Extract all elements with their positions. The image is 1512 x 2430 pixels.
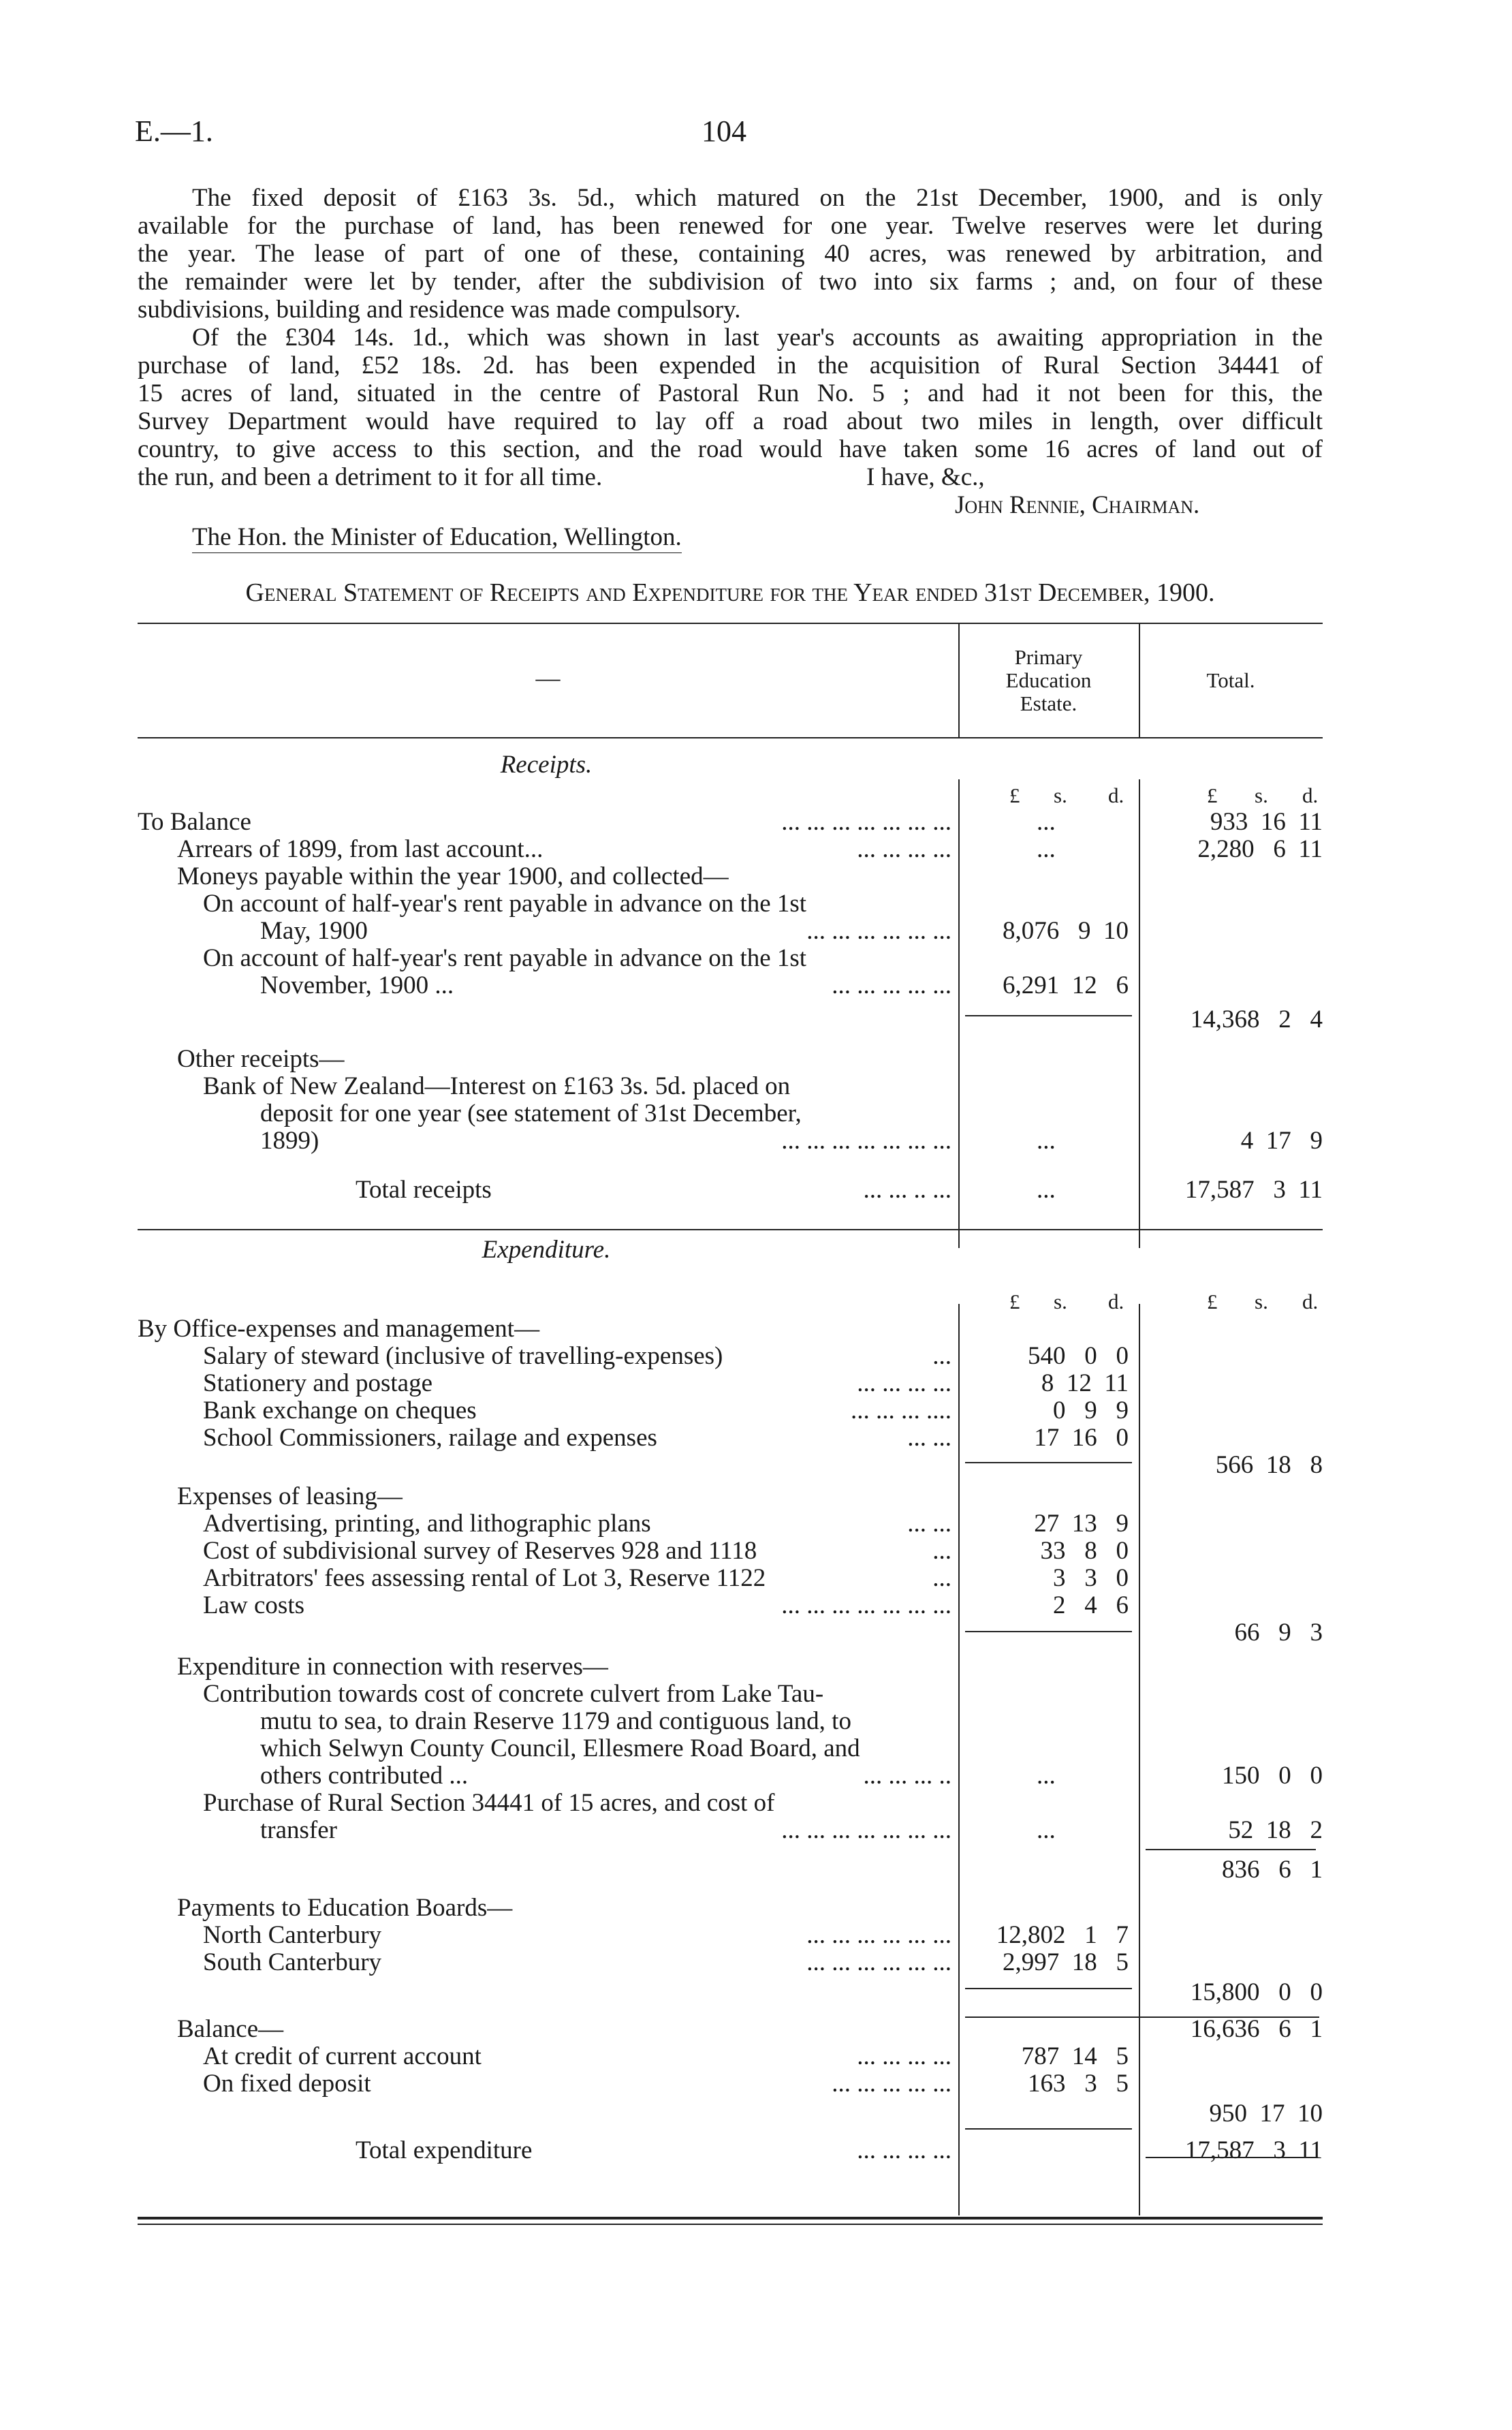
- primary-amount: 0 9 9: [1053, 1397, 1129, 1424]
- row-leader-dots: ... ... ... ... ... ... ...: [781, 1127, 951, 1155]
- row-label: Arbitrators' fees assessing rental of Lot 3, Reserve 1122: [203, 1564, 766, 1592]
- primary-amount: 2 4 6: [1053, 1591, 1129, 1619]
- row-label: Salary of steward (inclusive of travelling-expenses): [203, 1342, 723, 1370]
- row-label: Payments to Education Boards—: [177, 1894, 513, 1922]
- statement-table: — Primary Education Estate. Total. Receipts. £ s. d. £ s. d. To Balance ... ... ... ... ... ... ... ... 933 16 11 Arrears of 1899, from last account... ... ... ... ... ... 2,280 6 11 Moneys payable within the year 1900, and collected— On account of half-year's rent payable in advance on the 1st May, 1900 ... ... ... ... ... ... 8,076 9 10 On account of half-year's rent payable in advance on the 1st November, 1900 ... ... ... ... ... ... 6,291 12 6 14,368 2 4 Other receipts— Bank of New Zealand—Interest on £163 3s. 5d. placed on deposit for one year (see statement of 31st December, 1899) ... ... ... ... ... ... ... ... 4 17 9 Total receipts ... ... .. ... ... 17,587 3 11 Expenditure. £ s. d. £ s. d. By Office-expenses and management— Salary of steward (inclusive of travelling-expenses) ... 540 0 0 Stationery and postage ... ... ... ... 8 12 11 Bank exchange on cheques ... ... ... .... 0 9 9 School Commissioners, railage and expenses ... ... 17 16 0 566 18 8 Expenses of leasing— Advertising, printing, and lithographic plans ... ... 27 13 9 Cost of subdivisional survey of Reserves 928 and 1118 ... 33 8 0 Arbitrators' fees assessing rental of Lot 3, Reserve 1122 ... 3 3 0 Law costs ... ... ... ... ... ... ... 2 4 6 66 9 3 Expenditure in connection with reserves— Contribution towards cost of concrete culvert from Lake Tau- mutu to sea, to drain Reserve 1179 and contiguous land, to which Selwyn County Council, Ellesmere Road Board, and others contributed ... ... ... ... .. ... 150 0 0 Purchase of Rural Section 34441 of 15 acres, and cost of transfer ... ... ... ... ... ... ... ... 52 18 2 836 6 1 Payments to Education Boards— North Canterbury ... ... ... ... ... ... 12,802 1 7 South Canterbury ... ... ... ... ... ... 2,997 18 5 15,800 0 0 Balance— 16,636 6 1 At credit of current account ... ... ... ... 787 14 5 On fixed deposit ... ... ... ... ... 163 3 5 950 17 10 Total expenditure ... ... ... ... 17,587 3 11: [138, 623, 1323, 2237]
- primary-amount: ...: [1037, 1816, 1056, 1844]
- row-label: South Canterbury: [203, 1948, 382, 1976]
- row-label: On fixed deposit: [203, 2070, 371, 2098]
- row-label: School Commissioners, railage and expenses: [203, 1424, 657, 1452]
- primary-amount: 163 3 5: [1028, 2070, 1129, 2098]
- table-bottom-rule: [138, 2217, 1323, 2219]
- row-label: Expenditure in connection with reserves—: [177, 1653, 608, 1681]
- row-leader-dots: ...: [932, 1564, 951, 1592]
- total-amount: 52 18 2: [1228, 1816, 1323, 1844]
- row-label: Bank exchange on cheques: [203, 1397, 477, 1424]
- letter-paragraph-2: Of the £304 14s. 1d., which was shown in last year's accounts as awaiting appropriation in the purchase of land, £52 18s. 2d. has been expended in the acquisition of Rural Section 34441 of 15 acres of land, situated in the centre of Pastoral Run No. 5 ; and had it not been for this, the Survey Department would have required to lay off a road about two miles in length, over difficult country, to give access to this section, and the road would have taken some 16 acres of land out of: [138, 324, 1323, 463]
- total-amount: 2,280 6 11: [1197, 835, 1323, 863]
- row-label: By Office-expenses and management—: [138, 1315, 540, 1343]
- row-leader-dots: ... ... ... ... ... ... ...: [781, 808, 951, 836]
- row-leader-dots: ...: [932, 1342, 951, 1370]
- row-label: Purchase of Rural Section 34441 of 15 acres, and cost of: [203, 1789, 775, 1817]
- primary-amount: 2,997 18 5: [1003, 1948, 1129, 1976]
- table-top-rule: [138, 623, 1323, 624]
- row-leader-dots: ... ... ... ...: [857, 2136, 951, 2164]
- primary-amount: ...: [1037, 1127, 1056, 1155]
- total-amount: 17,587 3 11: [1184, 1176, 1323, 1204]
- row-label: Arrears of 1899, from last account...: [177, 835, 544, 863]
- primary-amount: 540 0 0: [1028, 1342, 1129, 1370]
- row-label: Other receipts—: [177, 1045, 345, 1073]
- document-reference: E.—1.: [135, 114, 213, 148]
- row-leader-dots: ... ... ... ... ...: [832, 971, 951, 999]
- total-amount: 566 18 8: [1215, 1451, 1323, 1479]
- total-amount: 4 17 9: [1240, 1127, 1323, 1155]
- row-leader-dots: ... ... ... ....: [851, 1397, 951, 1424]
- letter-closing: I have, &c.,: [866, 463, 985, 491]
- letter-paragraph-1: The fixed deposit of £163 3s. 5d., which matured on the 21st December, 1900, and is only available for the purchase of land, has been renewed for one year. Twelve reserves were let during the year. The lease of part of one of these, containing 40 acres, was renewed by arbitration, and the remainder were let by tender, after the subdivision of two into six farms ; and, on four of these subdivisions, building and residence was made compulsory.: [138, 184, 1323, 324]
- row-label: others contributed ...: [260, 1762, 469, 1790]
- row-leader-dots: ... ... ... ..: [863, 1762, 951, 1790]
- row-label: North Canterbury: [203, 1921, 382, 1949]
- row-leader-dots: ... ... ... ...: [857, 1369, 951, 1397]
- primary-amount: 27 13 9: [1034, 1510, 1129, 1538]
- row-leader-dots: ... ...: [907, 1510, 951, 1538]
- primary-amount: 33 8 0: [1040, 1537, 1129, 1565]
- total-amount: 16,636 6 1: [1190, 2015, 1323, 2043]
- row-leader-dots: ... ... .. ...: [863, 1176, 951, 1204]
- letter-last-line: the run, and been a detriment to it for all time.: [138, 463, 603, 491]
- total-amount: 933 16 11: [1210, 808, 1323, 836]
- row-label: transfer: [260, 1816, 337, 1844]
- primary-amount: 6,291 12 6: [1003, 971, 1129, 999]
- expenditure-heading: Expenditure.: [482, 1236, 611, 1264]
- primary-amount: 3 3 0: [1053, 1564, 1129, 1592]
- row-label: To Balance: [138, 808, 251, 836]
- row-label: On account of half-year's rent payable in advance on the 1st: [203, 944, 807, 972]
- row-label: Law costs: [203, 1591, 304, 1619]
- row-label: Stationery and postage: [203, 1369, 433, 1397]
- row-leader-dots: ...: [932, 1537, 951, 1565]
- row-leader-dots: ... ... ... ... ... ... ...: [781, 1816, 951, 1844]
- row-label: Contribution towards cost of concrete culvert from Lake Tau-: [203, 1680, 824, 1708]
- letter-signoff: [138, 463, 1323, 519]
- row-label: Expenses of leasing—: [177, 1482, 403, 1510]
- row-leader-dots: ... ... ... ... ... ... ...: [781, 1591, 951, 1619]
- row-label: May, 1900: [260, 917, 368, 945]
- row-label: On account of half-year's rent payable in advance on the 1st: [203, 890, 807, 918]
- row-label: At credit of current account: [203, 2042, 482, 2070]
- primary-amount: 12,802 1 7: [996, 1921, 1129, 1949]
- primary-amount: 787 14 5: [1021, 2042, 1129, 2070]
- primary-amount: 8,076 9 10: [1003, 917, 1129, 945]
- row-label: mutu to sea, to drain Reserve 1179 and contiguous land, to: [260, 1707, 851, 1735]
- row-leader-dots: ... ... ... ... ...: [832, 2070, 951, 2098]
- receipts-heading: Receipts.: [500, 751, 593, 779]
- column-header-blank: —: [535, 664, 561, 691]
- primary-amount: ...: [1037, 835, 1056, 863]
- column-header-primary: Primary Education Estate.: [1005, 645, 1092, 715]
- primary-amount: ...: [1037, 1176, 1056, 1204]
- receipts-end-rule: [138, 1229, 1323, 1230]
- row-label: Balance—: [177, 2015, 284, 2043]
- letter-body: [138, 184, 1323, 551]
- row-label: Cost of subdivisional survey of Reserves 928 and 1118: [203, 1537, 757, 1565]
- primary-amount: 8 12 11: [1041, 1369, 1129, 1397]
- total-amount: 14,368 2 4: [1190, 1006, 1323, 1033]
- letter-signature: John Rennie, Chairman.: [955, 491, 1200, 519]
- row-label: Advertising, printing, and lithographic plans: [203, 1510, 651, 1538]
- statement-title: General Statement of Receipts and Expenditure for the Year ended 31st December, 1900.: [245, 578, 1215, 607]
- total-amount: 17,587 3 11: [1184, 2136, 1323, 2164]
- row-label: 1899): [260, 1127, 319, 1155]
- row-label: which Selwyn County Council, Ellesmere Road Board, and: [260, 1734, 860, 1762]
- primary-amount: 17 16 0: [1034, 1424, 1129, 1452]
- total-amount: 66 9 3: [1234, 1619, 1323, 1647]
- primary-amount: ...: [1037, 1762, 1056, 1790]
- total-amount: 836 6 1: [1222, 1856, 1323, 1884]
- row-leader-dots: ... ... ... ...: [857, 2042, 951, 2070]
- page-number: 104: [702, 114, 746, 148]
- table-header-rule: [138, 737, 1323, 738]
- primary-amount: ...: [1037, 808, 1056, 836]
- row-label: November, 1900 ...: [260, 971, 454, 999]
- row-label: Moneys payable within the year 1900, and collected—: [177, 862, 729, 890]
- total-amount: 950 17 10: [1209, 2100, 1323, 2128]
- row-label: Bank of New Zealand—Interest on £163 3s. 5d. placed on: [203, 1072, 791, 1100]
- row-leader-dots: ... ...: [907, 1424, 951, 1452]
- letter-addressee: The Hon. the Minister of Education, Wellington.: [138, 523, 1323, 551]
- row-label: deposit for one year (see statement of 31st December,: [260, 1100, 802, 1127]
- row-leader-dots: ... ... ... ... ... ...: [806, 917, 951, 945]
- column-header-total: Total.: [1206, 668, 1255, 692]
- total-amount: 15,800 0 0: [1190, 1978, 1323, 2006]
- total-amount: 150 0 0: [1222, 1762, 1323, 1790]
- row-leader-dots: ... ... ... ...: [857, 835, 951, 863]
- row-leader-dots: ... ... ... ... ... ...: [806, 1948, 951, 1976]
- row-label: Total receipts: [356, 1176, 492, 1204]
- row-label: Total expenditure: [356, 2136, 533, 2164]
- row-leader-dots: ... ... ... ... ... ...: [806, 1921, 951, 1949]
